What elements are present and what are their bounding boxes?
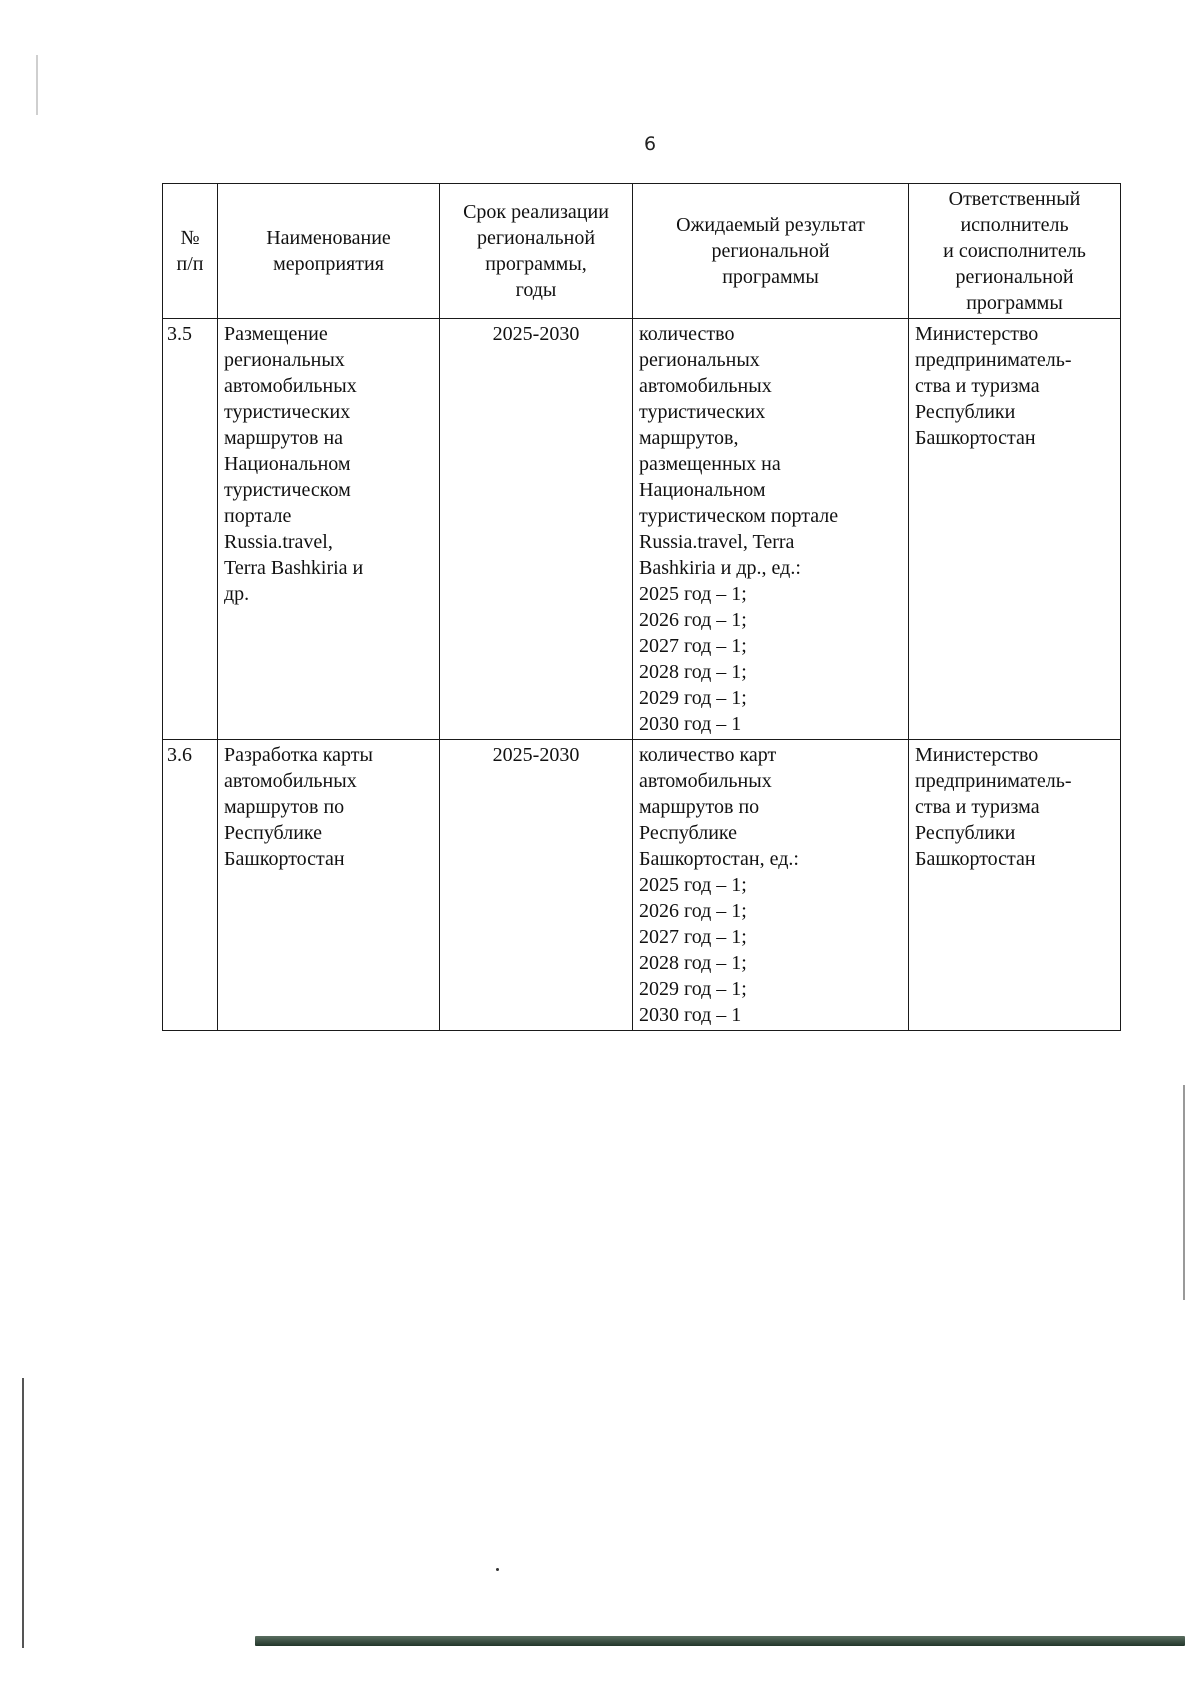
cell-num: 3.5 <box>163 319 218 740</box>
cell-line: Министерство <box>915 323 1039 345</box>
header-line: № <box>180 227 200 249</box>
cell-line: ства и туризма <box>915 375 1040 397</box>
cell-line: количество карт <box>639 744 777 766</box>
cell-result <box>633 740 909 1031</box>
header-line: п/п <box>176 253 204 275</box>
cell-line: Республике <box>639 822 738 844</box>
cell-line: Башкортостан <box>915 427 1036 449</box>
header-line: исполнитель <box>960 214 1069 236</box>
header-line: программы, <box>485 253 587 275</box>
cell-line: Terra Bashkiria и <box>224 557 364 579</box>
cell-name <box>218 319 440 740</box>
cell-line: Министерство <box>915 744 1039 766</box>
cell-line: маршрутов по <box>639 796 760 818</box>
cell-line: 2028 год – 1; <box>639 661 747 683</box>
cell-line: 2028 год – 1; <box>639 952 747 974</box>
cell-line: 2027 год – 1; <box>639 635 747 657</box>
cell-line: 2025 год – 1; <box>639 583 747 605</box>
cell-executor <box>909 740 1121 1031</box>
scan-artifact-left-bottom <box>22 1378 24 1648</box>
cell-line: 2030 год – 1 <box>639 713 742 735</box>
cell-name <box>218 740 440 1031</box>
header-line: и соисполнитель <box>943 240 1086 262</box>
page-number: 6 <box>643 133 657 155</box>
table-header-row <box>163 184 1121 319</box>
cell-line: Башкортостан <box>915 848 1036 870</box>
cell-line: Russia.travel, Terra <box>639 531 795 553</box>
cell-line: количество <box>639 323 735 345</box>
cell-line: автомобильных <box>224 770 357 792</box>
scan-artifact-left <box>36 55 38 115</box>
cell-line: автомобильных <box>224 375 357 397</box>
cell-line: туристическом <box>224 479 351 501</box>
header-line: Ожидаемый результат <box>676 214 865 236</box>
cell-line: Республике <box>224 822 323 844</box>
cell-line: туристических <box>224 401 351 423</box>
scan-artifact-bottom-edge <box>255 1636 1185 1646</box>
cell-line: Национальном <box>639 479 766 501</box>
table-body <box>163 319 1121 1031</box>
cell-line: 2026 год – 1; <box>639 609 747 631</box>
cell-line: автомобильных <box>639 375 772 397</box>
cell-line: Республики <box>915 822 1016 844</box>
header-line: региональной <box>476 227 596 249</box>
cell-line: Russia.travel, <box>224 531 333 553</box>
cell-line: Национальном <box>224 453 351 475</box>
scan-artifact-dot <box>496 1568 499 1571</box>
program-table-container <box>162 183 1120 1031</box>
cell-line: Разработка карты <box>224 744 373 766</box>
cell-line: Башкортостан, ед.: <box>639 848 799 870</box>
cell-line: маршрутов по <box>224 796 345 818</box>
cell-line: 2030 год – 1 <box>639 1004 742 1026</box>
cell-line: Размещение <box>224 323 328 345</box>
header-line: мероприятия <box>273 253 384 275</box>
header-result <box>633 184 909 319</box>
cell-line: предприниматель- <box>915 770 1072 792</box>
cell-line: региональных <box>639 349 760 371</box>
header-line: региональной <box>955 266 1074 288</box>
header-line: программы <box>722 266 819 288</box>
cell-num: 3.6 <box>163 740 218 1031</box>
cell-line: Bashkiria и др., ед.: <box>639 557 801 579</box>
cell-line: Республики <box>915 401 1016 423</box>
program-table <box>162 183 1121 1031</box>
header-line: региональной <box>711 240 830 262</box>
cell-line: региональных <box>224 349 345 371</box>
table-row <box>163 740 1121 1031</box>
cell-line: 2025 год – 1; <box>639 874 747 896</box>
header-executor <box>909 184 1121 319</box>
cell-line: туристическом портале <box>639 505 839 527</box>
cell-line: ства и туризма <box>915 796 1040 818</box>
header-term <box>440 184 633 319</box>
header-line: Ответственный <box>948 188 1081 210</box>
cell-line: др. <box>224 583 250 605</box>
table-row <box>163 319 1121 740</box>
header-line: Наименование <box>266 227 391 249</box>
cell-line: портале <box>224 505 292 527</box>
cell-term: 2025-2030 <box>440 319 633 740</box>
cell-executor <box>909 319 1121 740</box>
cell-line: Башкортостан <box>224 848 345 870</box>
cell-line: маршрутов, <box>639 427 739 449</box>
cell-line: 2029 год – 1; <box>639 687 747 709</box>
cell-line: 2026 год – 1; <box>639 900 747 922</box>
header-name <box>218 184 440 319</box>
header-num <box>163 184 218 319</box>
cell-line: размещенных на <box>639 453 781 475</box>
cell-line: маршрутов на <box>224 427 344 449</box>
header-line: Срок реализации <box>463 201 609 223</box>
cell-line: 2029 год – 1; <box>639 978 747 1000</box>
cell-line: предприниматель- <box>915 349 1072 371</box>
header-line: программы <box>966 292 1063 314</box>
cell-line: автомобильных <box>639 770 772 792</box>
header-line: годы <box>515 279 557 301</box>
cell-term: 2025-2030 <box>440 740 633 1031</box>
cell-result <box>633 319 909 740</box>
cell-line: 2027 год – 1; <box>639 926 747 948</box>
scan-artifact-right <box>1183 1085 1185 1300</box>
cell-line: туристических <box>639 401 766 423</box>
